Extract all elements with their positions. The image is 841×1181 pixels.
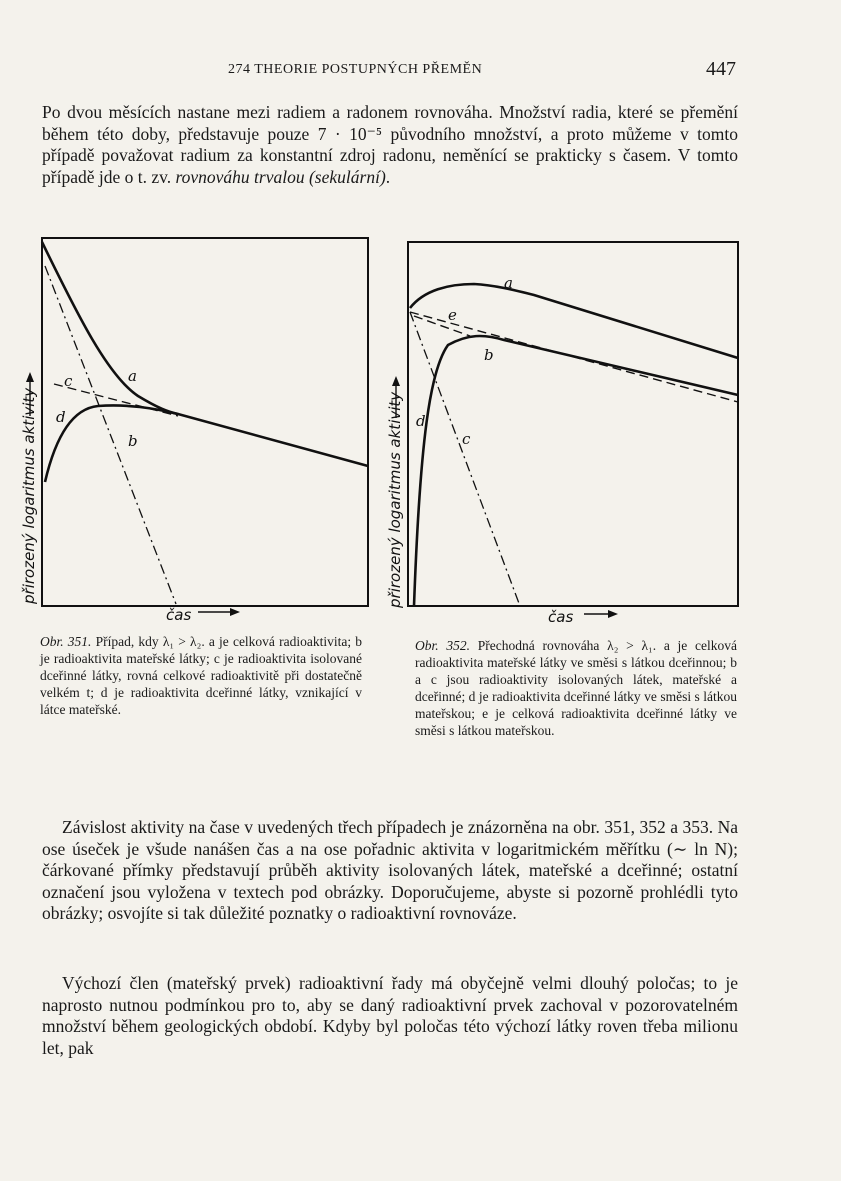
figure-351-line-b — [45, 266, 176, 604]
figure-351-label-a: a — [128, 367, 137, 385]
paragraph-3: Výchozí člen (mateřský prvek) radioaktivní řady má obyčejně velmi dlouhý poločas; to je naprosto nutnou podmínkou pro to, aby se daný radioaktivní prvek zachoval v pozorovatelném množství během geologických období. Kdyby byl poločas této výchozí látky roven třeba milionu let, pak — [42, 973, 738, 1058]
figure-352-label-b: b — [484, 346, 494, 364]
figure-352-frame — [408, 242, 738, 606]
caption-352-lead: Obr. 352. — [415, 638, 470, 653]
figure-351 — [18, 236, 378, 626]
figure-351-curve-a — [42, 242, 368, 466]
figure-352-y-arrowhead — [392, 376, 400, 386]
caption-351-text: Případ, kdy λ₁ > λ₂. a je celková radioaktivita; b je radioaktivita mateřské látky; c je radioaktivita isolované dceřinné látky, rovná celkové radioaktivitě při dostatečně velkém t; d je radioaktivita dceřinné látky, vznikající v látce mateřské. — [40, 634, 362, 717]
figure-351-y-axis-label: přirozený logaritmus aktivity — [20, 387, 38, 604]
figure-351-x-arrowhead — [230, 608, 240, 616]
figure-352-x-arrowhead — [608, 610, 618, 618]
paragraph-1-emphasis: rovnováhu trvalou (sekulární) — [175, 166, 386, 187]
figure-351-y-arrowhead — [26, 372, 34, 382]
paragraph-1 — [42, 102, 738, 188]
figure-351-label-c: c — [64, 372, 73, 390]
figure-352-label-a: a — [504, 274, 513, 292]
caption-352 — [415, 637, 737, 739]
figure-352-line-b — [410, 312, 738, 402]
running-title: 274 THEORIE POSTUPNÝCH PŘEMĚN — [228, 62, 483, 77]
figure-351-label-b: b — [128, 432, 138, 450]
page-header — [0, 60, 841, 84]
page-number: 447 — [706, 58, 736, 80]
figure-352-curve-a — [410, 284, 738, 358]
paragraph-1-end: . — [385, 166, 391, 187]
figure-352-x-axis-label: čas — [548, 608, 574, 626]
figure-352-label-e: e — [448, 306, 457, 324]
figure-352 — [384, 240, 744, 630]
figure-352-line-c — [410, 312, 520, 606]
figure-352-label-c: c — [462, 430, 471, 448]
caption-351-lead: Obr. 351. — [40, 634, 92, 649]
paragraph-1-text: Po dvou měsících nastane mezi radiem a radonem rovnováha. Množství radia, které se přemění během této doby, představuje pouze 7 · 10⁻⁵ původního množství, a proto můžeme v tomto případě považovat radium za konstantní zdroj radonu, neměnící se prakticky s časem. V tomto případě jde o t. zv. — [42, 102, 738, 187]
figure-351-x-axis-label: čas — [166, 606, 192, 624]
caption-351 — [40, 633, 362, 718]
figure-352-y-axis-label: přirozený logaritmus aktivity — [386, 391, 404, 608]
figure-351-label-d: d — [56, 408, 66, 426]
figure-352-curve-d — [414, 336, 738, 606]
paragraph-2: Závislost aktivity na čase v uvedených třech případech je znázorněna na obr. 351, 352 a 353. Na ose úseček je všude nanášen čas a na ose pořadnic aktivita v logaritmickém měřítku (∼ ln N); čárkované přímky představují průběh aktivity isolovaných látek, mateřské a dceřinné; ostatní označení jsou vyložena v textech pod obrázky. Doporučujeme, abyste si pozorně prohlédli tyto obrázky; osvojíte si tak důležité poznatky o radioaktivní rovnováze. — [42, 817, 738, 923]
figure-352-line-e — [414, 316, 470, 336]
figure-352-label-d: d — [416, 412, 426, 430]
caption-352-text: Přechodná rovnováha λ₂ > λ₁. a je celková radioaktivita mateřské látky ve směsi s látkou dceřinnou; b a c jsou radioaktivity isolovaných látek, mateřské a dceřinné; d je radioaktivita dceřinné látky ve směsi s látkou mateřskou; e je celková radioaktivita dceřinné látky ve směsi s látkou mateřskou. — [415, 638, 738, 738]
